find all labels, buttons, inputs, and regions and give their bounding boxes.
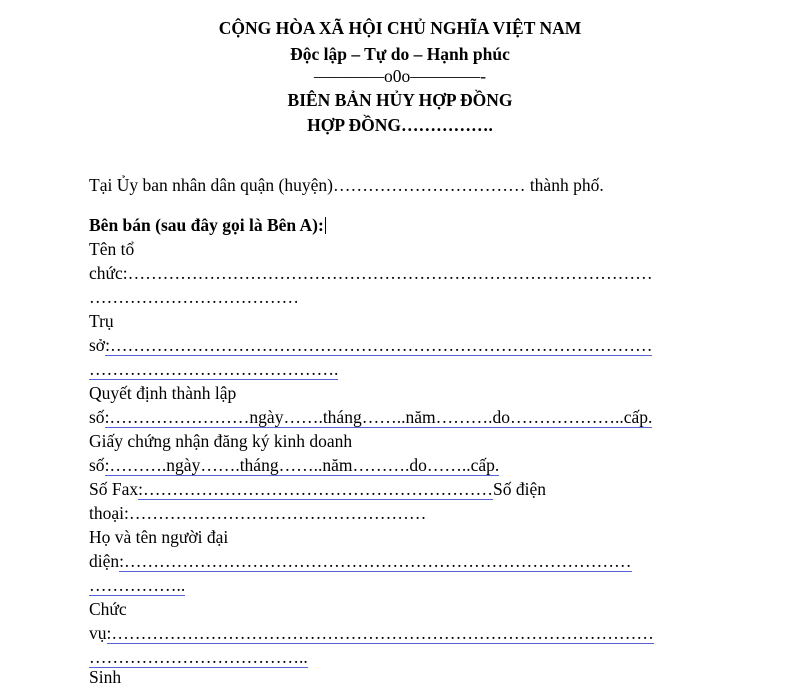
- business-license-field[interactable]: :……….ngày…….tháng……..năm……….do……..cấp.: [104, 455, 500, 475]
- position-label: Chức: [89, 599, 127, 619]
- address-field[interactable]: :…………………………………………………………………………………: [105, 335, 653, 355]
- fax-prefix: Số Fax: [89, 479, 139, 499]
- address-field-cont[interactable]: …………………………………….: [89, 359, 339, 379]
- position-field[interactable]: :…………………………………………………………………………………: [106, 623, 654, 643]
- phone-label: Số điện: [492, 479, 546, 499]
- fax-line[interactable]: [89, 479, 546, 500]
- contract-subtitle: HỢP ĐỒNG…………….: [307, 115, 493, 135]
- representative-line[interactable]: [89, 551, 632, 572]
- location-line: Tại Ủy ban nhân dân quận (huyện)…………………………… thành phố.: [89, 175, 604, 195]
- decision-line[interactable]: [89, 407, 652, 428]
- org-name-line[interactable]: chức:………………………………………………………………………………: [89, 263, 653, 283]
- business-license-line[interactable]: [89, 455, 499, 476]
- position-line-cont[interactable]: [89, 647, 308, 668]
- business-license-label: Giấy chứng nhận đăng ký kinh doanh: [89, 431, 353, 451]
- decision-field[interactable]: :……………………ngày…….tháng……..năm……….do………………..cấp.: [104, 407, 653, 427]
- decision-prefix: số: [89, 407, 105, 427]
- representative-label: Họ và tên người đại: [89, 527, 229, 547]
- birth-label: Sinh: [89, 667, 122, 687]
- representative-prefix: diện: [89, 551, 120, 571]
- address-label: Trụ: [89, 311, 114, 331]
- representative-field-cont[interactable]: ……………..: [89, 575, 186, 595]
- nation-heading: CỘNG HÒA XÃ HỘI CHỦ NGHĨA VIỆT NAM: [218, 18, 582, 38]
- position-field-cont[interactable]: ………………………………..: [89, 647, 308, 667]
- party-a-heading-text: Bên bán (sau đây gọi là Bên A):: [89, 215, 324, 235]
- address-line[interactable]: [89, 335, 652, 356]
- org-name-label: Tên tổ: [89, 239, 135, 259]
- phone-line[interactable]: thoại:……………………………………………: [89, 503, 427, 523]
- motto: Độc lập – Tự do – Hạnh phúc: [290, 44, 510, 64]
- org-name-line-cont[interactable]: ………………………………: [89, 287, 299, 307]
- text-cursor: [325, 217, 326, 234]
- position-prefix: vụ: [89, 623, 107, 643]
- decision-label: Quyết định thành lập: [89, 383, 237, 403]
- representative-field[interactable]: :……………………………………………………………………………: [119, 551, 632, 571]
- representative-line-cont[interactable]: [89, 575, 185, 596]
- document-title: BIÊN BẢN HỦY HỢP ĐỒNG: [287, 90, 513, 110]
- address-line-cont[interactable]: [89, 359, 338, 380]
- position-line[interactable]: [89, 623, 654, 644]
- party-a-heading[interactable]: [89, 215, 326, 236]
- business-license-prefix: số: [89, 455, 105, 475]
- separator: ————o0o————-: [313, 66, 487, 86]
- fax-field[interactable]: :……………………………………………………: [138, 479, 493, 499]
- address-prefix: sở: [89, 335, 106, 355]
